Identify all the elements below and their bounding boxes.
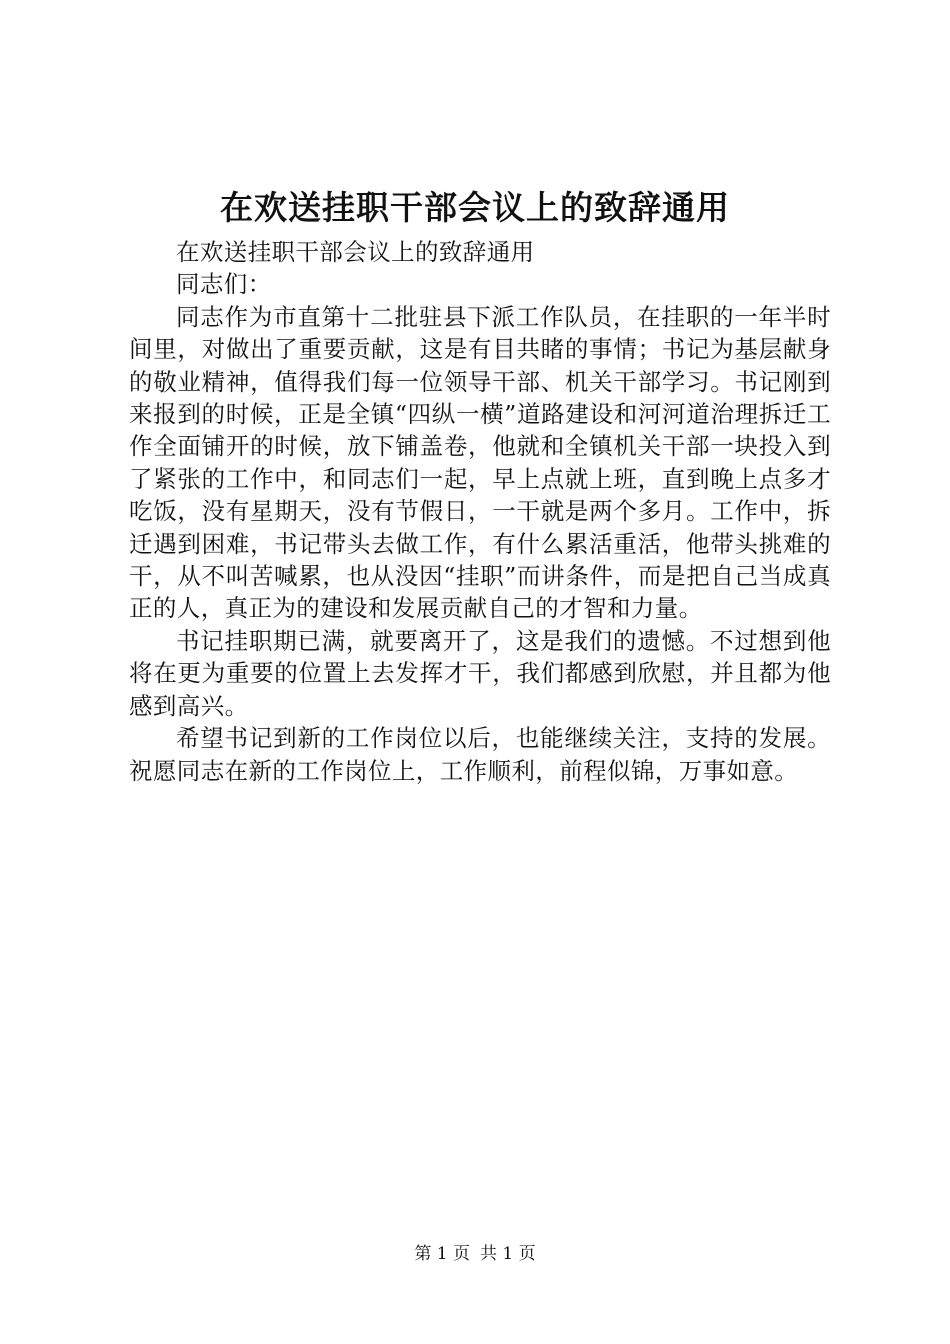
subtitle-paragraph: 在欢送挂职干部会议上的致辞通用	[176, 238, 535, 266]
document-body	[129, 236, 831, 787]
page-number: 第 1 页	[414, 1244, 470, 1264]
page-total: 共 1 页	[480, 1244, 536, 1264]
salutation-paragraph: 同志们：	[176, 270, 272, 299]
body-paragraph: 书记挂职期已满，就要离开了，这是我们的遗憾。不过想到他将在更为重要的位置上去发挥才干，我们都感到欣慰，并且都为他感到高兴。	[129, 626, 831, 720]
page-footer	[0, 1242, 950, 1266]
body-paragraph: 同志作为市直第十二批驻县下派工作队员，在挂职的一年半时间里，对做出了重要贡献，这是有目共睹的事情；书记为基层献身的敬业精神，值得我们每一位领导干部、机关干部学习。书记刚到来报到的时候，正是全镇“四纵一横”道路建设和河河道治理拆迁工作全面铺开的时候，放下铺盖卷，他就和全镇机关干部一块投入到了紧张的工作中，和同志们一起，早上点就上班，直到晚上点多才吃饭，没有星期天，没有节假日，一干就是两个多月。工作中，拆迁遇到困难，书记带头去做工作，有什么累活重活，他带头挑难的干，从不叫苦喊累，也从没因“挂职”而讲条件，而是把自己当成真正的人，真正为的建设和发展贡献自己的才智和力量。	[129, 302, 831, 623]
document-title: 在欢送挂职干部会议上的致辞通用	[220, 188, 730, 227]
body-paragraph: 希望书记到新的工作岗位以后，也能继续关注，支持的发展。祝愿同志在新的工作岗位上，工作顺利，前程似锦，万事如意。	[129, 724, 831, 785]
